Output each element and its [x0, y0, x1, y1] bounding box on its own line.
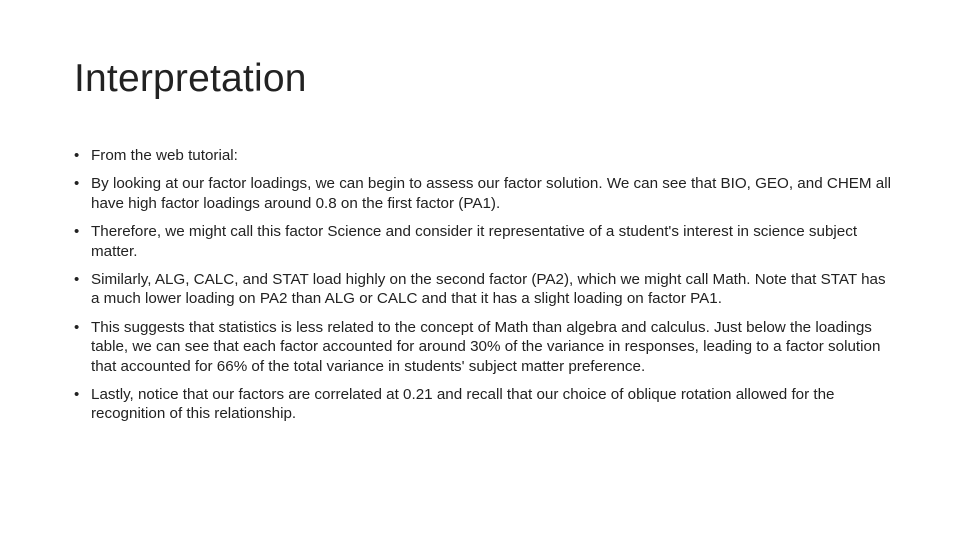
- bullet-list: [74, 146, 894, 433]
- bullet-item: [74, 385, 894, 424]
- bullet-item: [74, 174, 894, 213]
- bullet-text: By looking at our factor loadings, we can begin to assess our factor solution. We can see that BIO, GEO, and CHEM all have high factor loadings around 0.8 on the first factor (PA1).: [91, 175, 891, 212]
- bullet-text: Therefore, we might call this factor Science and consider it representative of a student's interest in science subject matter.: [91, 223, 858, 260]
- bullet-item: [74, 270, 894, 309]
- bullet-text: This suggests that statistics is less related to the concept of Math than algebra and calculus. Just below the loadings table, we can see that each factor accounted for around 30% of the variance in responses, leading to a factor solution that accounted for 66% of the total variance in students' subject matter preference.: [91, 318, 881, 375]
- bullet-text: Lastly, notice that our factors are correlated at 0.21 and recall that our choice of oblique rotation allowed for the recognition of this relationship.: [91, 386, 835, 423]
- bullet-item: [74, 222, 894, 261]
- bullet-dot-icon: •: [74, 386, 80, 404]
- bullet-text: Similarly, ALG, CALC, and STAT load highly on the second factor (PA2), which we might call Math. Note that STAT has a much lower loading on PA2 than ALG or CALC and that it has a slight loading on factor PA1.: [91, 271, 886, 308]
- bullet-text: From the web tutorial:: [91, 147, 238, 164]
- bullet-item: [74, 318, 894, 376]
- slide-title: Interpretation: [74, 57, 307, 100]
- bullet-dot-icon: •: [74, 318, 80, 336]
- bullet-dot-icon: •: [74, 175, 80, 193]
- bullet-dot-icon: •: [74, 147, 80, 164]
- bullet-dot-icon: •: [74, 271, 80, 289]
- bullet-dot-icon: •: [74, 223, 80, 241]
- bullet-item: [74, 146, 894, 165]
